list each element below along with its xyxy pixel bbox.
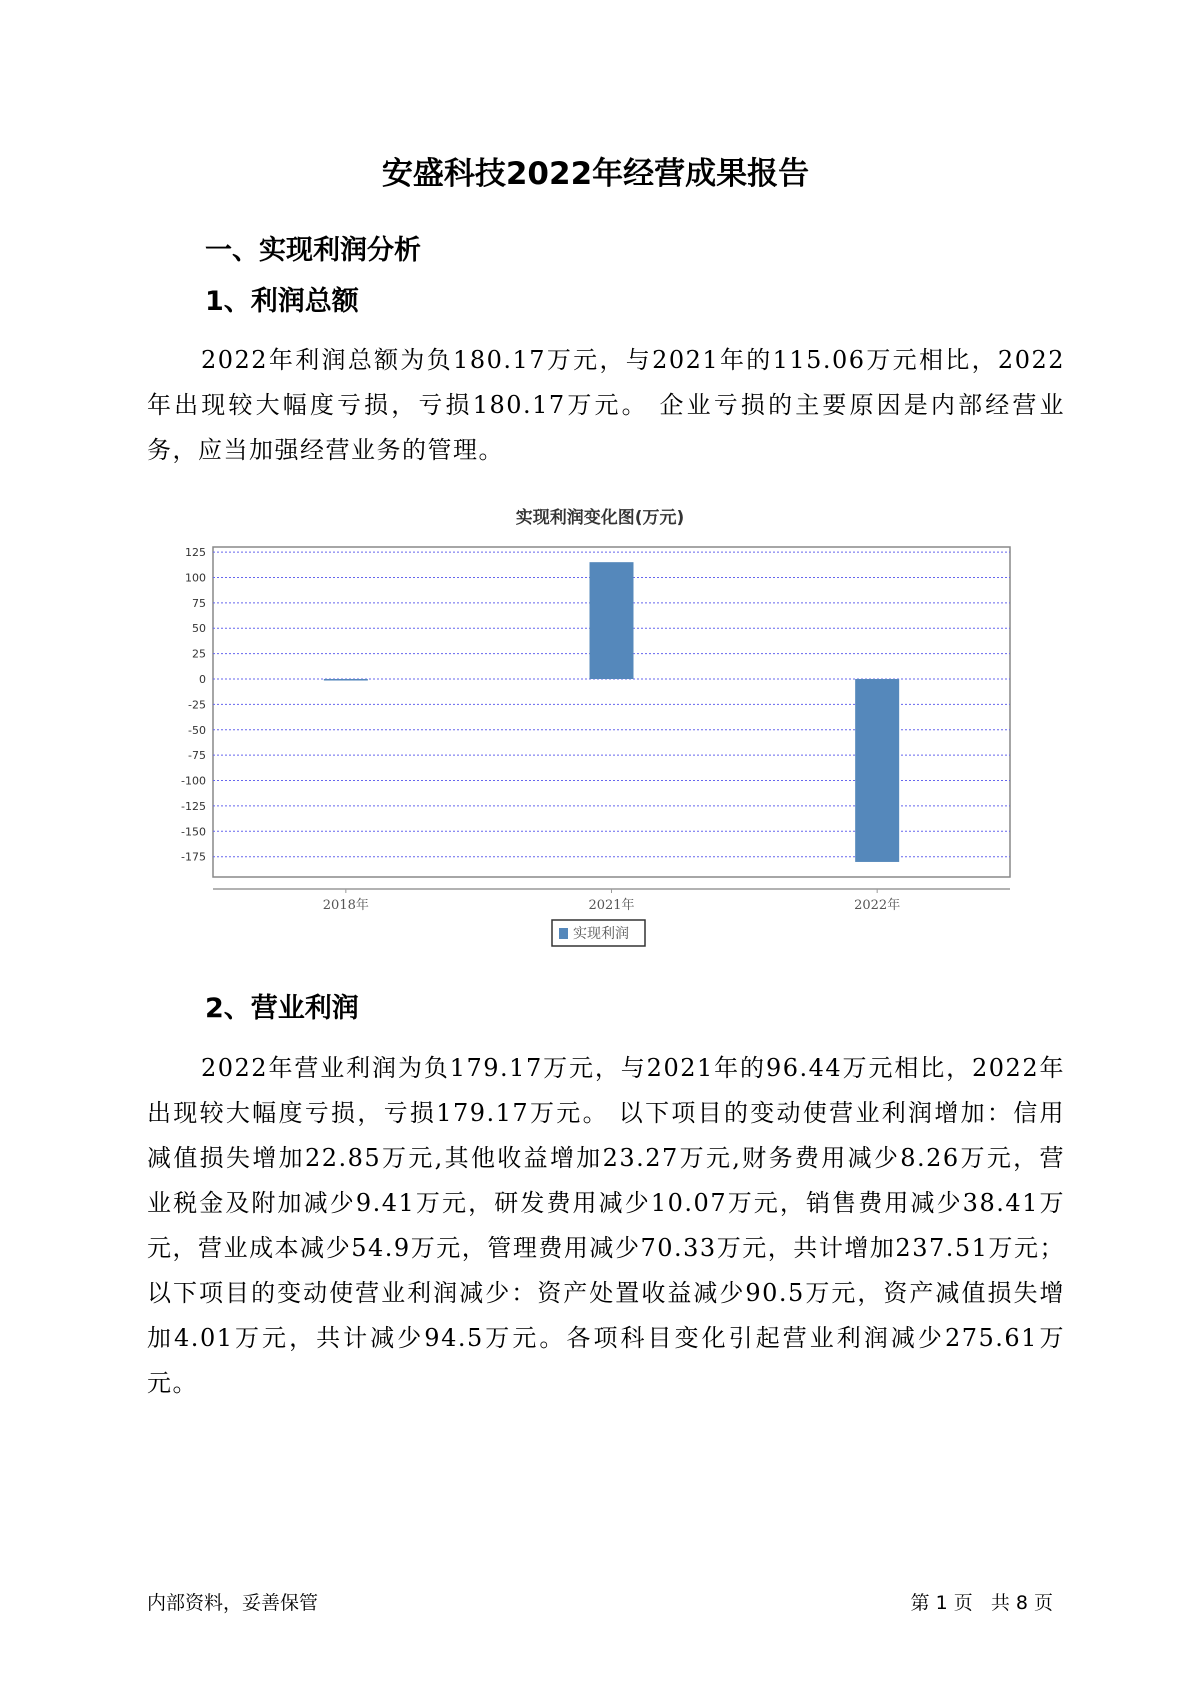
bar-2021年: [590, 562, 634, 679]
x-tick-label: 2018年: [322, 898, 369, 913]
subsection-heading-operating-profit: 2、营业利润: [205, 993, 359, 1024]
x-tick-label: 2021年: [588, 898, 635, 913]
y-tick-label: -50: [188, 723, 206, 737]
y-tick-label: 125: [185, 546, 206, 560]
y-tick-label: -25: [188, 698, 206, 712]
y-tick-label: 0: [199, 673, 206, 686]
y-tick-label: 50: [192, 622, 206, 636]
bar-2022年: [855, 679, 899, 862]
footer-page-number: 第 1 页 共 8 页: [910, 1592, 1053, 1614]
y-tick-label: -75: [188, 749, 206, 763]
operating-profit-paragraph: 2022年营业利润为负179.17万元，与2021年的96.44万元相比，2022年出现较大幅度亏损，亏损179.17万元。 以下项目的变动使营业利润增加：信用减值损失增加22.85万元,其他收益增加23.27万元,财务费用减少8.26万元，营业税金及附加减少9.41万元，研发费用减少10.07万元，销售费用减少38.41万元，营业成本减少54.9万元，管理费用减少70.33万元，共计增加237.51万元；以下项目的变动使营业利润减少：资产处置收益减少90.5万元，资产减值损失增加4.01万元，共计减少94.5万元。各项科目变化引起营业利润减少275.61万元。: [147, 1054, 1065, 1397]
footer-confidential: 内部资料，妥善保管: [147, 1592, 319, 1614]
x-tick-label: 2022年: [854, 898, 901, 913]
y-tick-label: -125: [181, 799, 206, 813]
y-tick-label: -150: [181, 825, 206, 839]
subsection-heading-profit-total: 1、利润总额: [205, 286, 359, 317]
profit-bar-chart: [150, 495, 1050, 955]
section-heading: 一、实现利润分析: [205, 235, 421, 266]
profit-total-paragraph: 2022年利润总额为负180.17万元，与2021年的115.06万元相比，2022年出现较大幅度亏损，亏损180.17万元。 企业亏损的主要原因是内部经营业务，应当加强经营业务的管理。: [147, 346, 1065, 464]
legend-label: 实现利润: [573, 926, 629, 942]
y-tick-label: -175: [181, 850, 206, 864]
y-tick-label: 100: [185, 571, 206, 585]
y-tick-label: 75: [192, 596, 206, 610]
bar-2018年: [324, 679, 368, 681]
report-title: 安盛科技2022年经营成果报告: [381, 156, 810, 192]
y-tick-label: 25: [192, 647, 206, 661]
legend-swatch: [559, 928, 568, 939]
chart-title: 实现利润变化图(万元): [515, 508, 685, 528]
y-tick-label: -100: [181, 774, 206, 788]
